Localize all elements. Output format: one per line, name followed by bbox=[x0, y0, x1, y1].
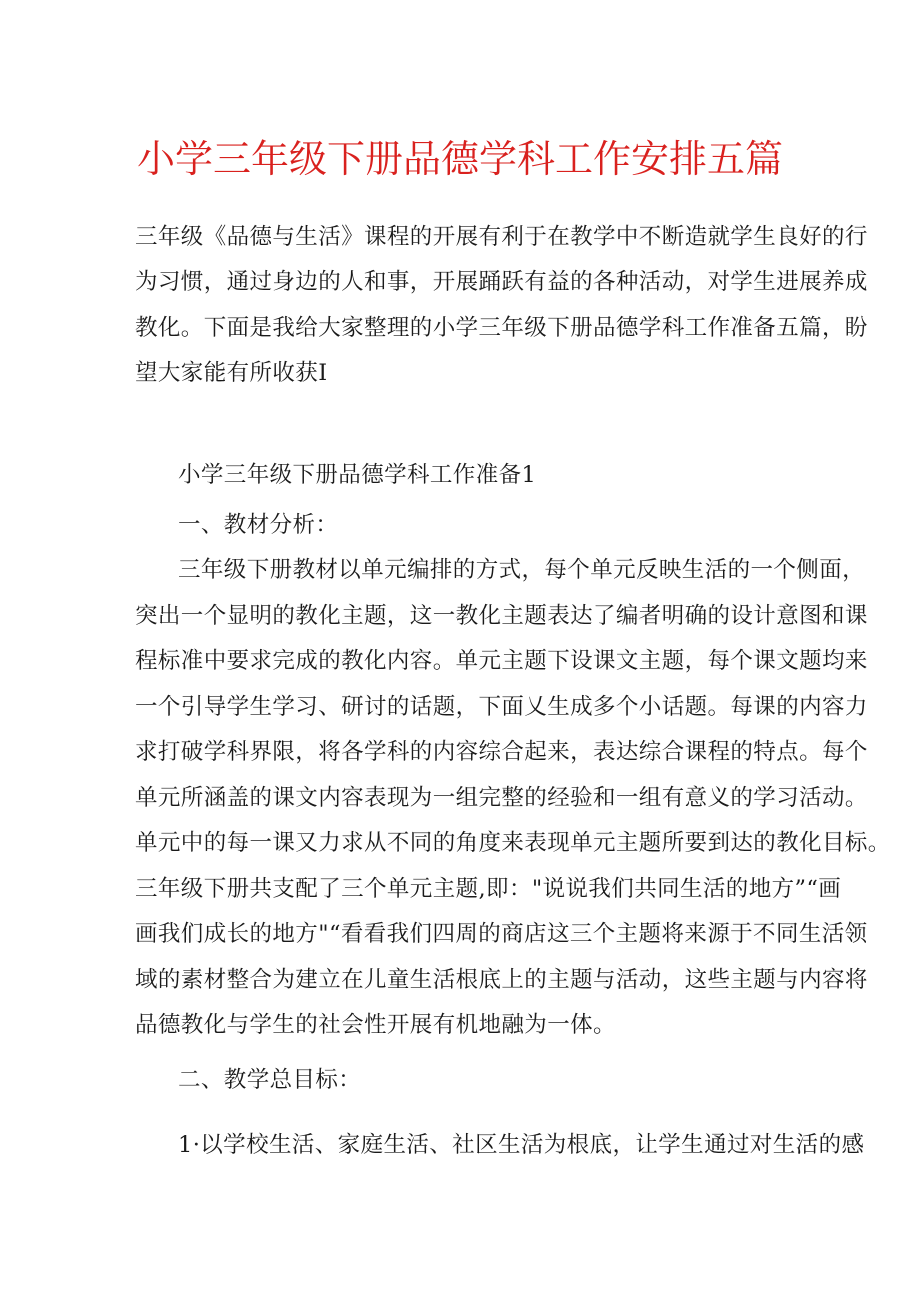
intro-line: 教化。下面是我给大家整理的小学三年级下册品德学科工作准备五篇，盼 bbox=[135, 315, 868, 341]
paragraph-line: 品德教化与学生的社会性开展有机地融为一体。 bbox=[135, 1012, 616, 1038]
paragraph-line: 单元中的每一课又力求从不同的角度来表现单元主题所要到达的教化目标。 bbox=[135, 830, 891, 856]
subheading-teaching-goals: 二、教学总目标： bbox=[178, 1067, 362, 1093]
paragraph-line: 三年级下册教材以单元编排的方式，每个单元反映生活的一个侧面， bbox=[178, 557, 866, 583]
intro-line: 三年级《品德与生活》课程的开展有利于在教学中不断造就学生良好的行 bbox=[135, 224, 868, 250]
paragraph-line: 一个引导学生学习、研讨的话题，下面乂生成多个小话题。每课的内容力 bbox=[135, 694, 868, 720]
paragraph-line: 求打破学科界限，将各学科的内容综合起来，表达综合课程的特点。每个 bbox=[135, 739, 868, 765]
paragraph-line: 单元所涵盖的课文内容表现为一组完整的经验和一组有意义的学习活动。 bbox=[135, 785, 868, 811]
intro-line: 望大家能有所收获I bbox=[135, 360, 328, 386]
intro-line: 为习惯，通过身边的人和事，开展踊跃有益的各种活动，对学生进展养成 bbox=[135, 269, 868, 295]
section-heading: 小学三年级下册品德学科工作准备1 bbox=[178, 462, 537, 488]
paragraph-line: 画我们成长的地方"“看看我们四周的商店这三个主题将来源于不同生活领 bbox=[135, 921, 868, 947]
goal-item: 1·以学校生活、家庭生活、社区生活为根底，让学生通过对生活的感 bbox=[178, 1132, 865, 1158]
paragraph-line: 三年级下册共支配了三个单元主题,即："说说我们共同生活的地方”“画 bbox=[135, 876, 842, 902]
document-title: 小学三年级下册品德学科工作安排五篇 bbox=[136, 137, 783, 181]
paragraph-line: 突出一个显明的教化主题，这一教化主题表达了编者明确的设计意图和课 bbox=[135, 603, 868, 629]
subheading-materials-analysis: 一、教材分析： bbox=[178, 512, 339, 538]
paragraph-line: 域的素材整合为建立在儿童生活根底上的主题与活动，这些主题与内容将 bbox=[135, 967, 868, 993]
paragraph-line: 程标准中要求完成的教化内容。单元主题下设课文主题，每个课文题均来 bbox=[135, 648, 868, 674]
